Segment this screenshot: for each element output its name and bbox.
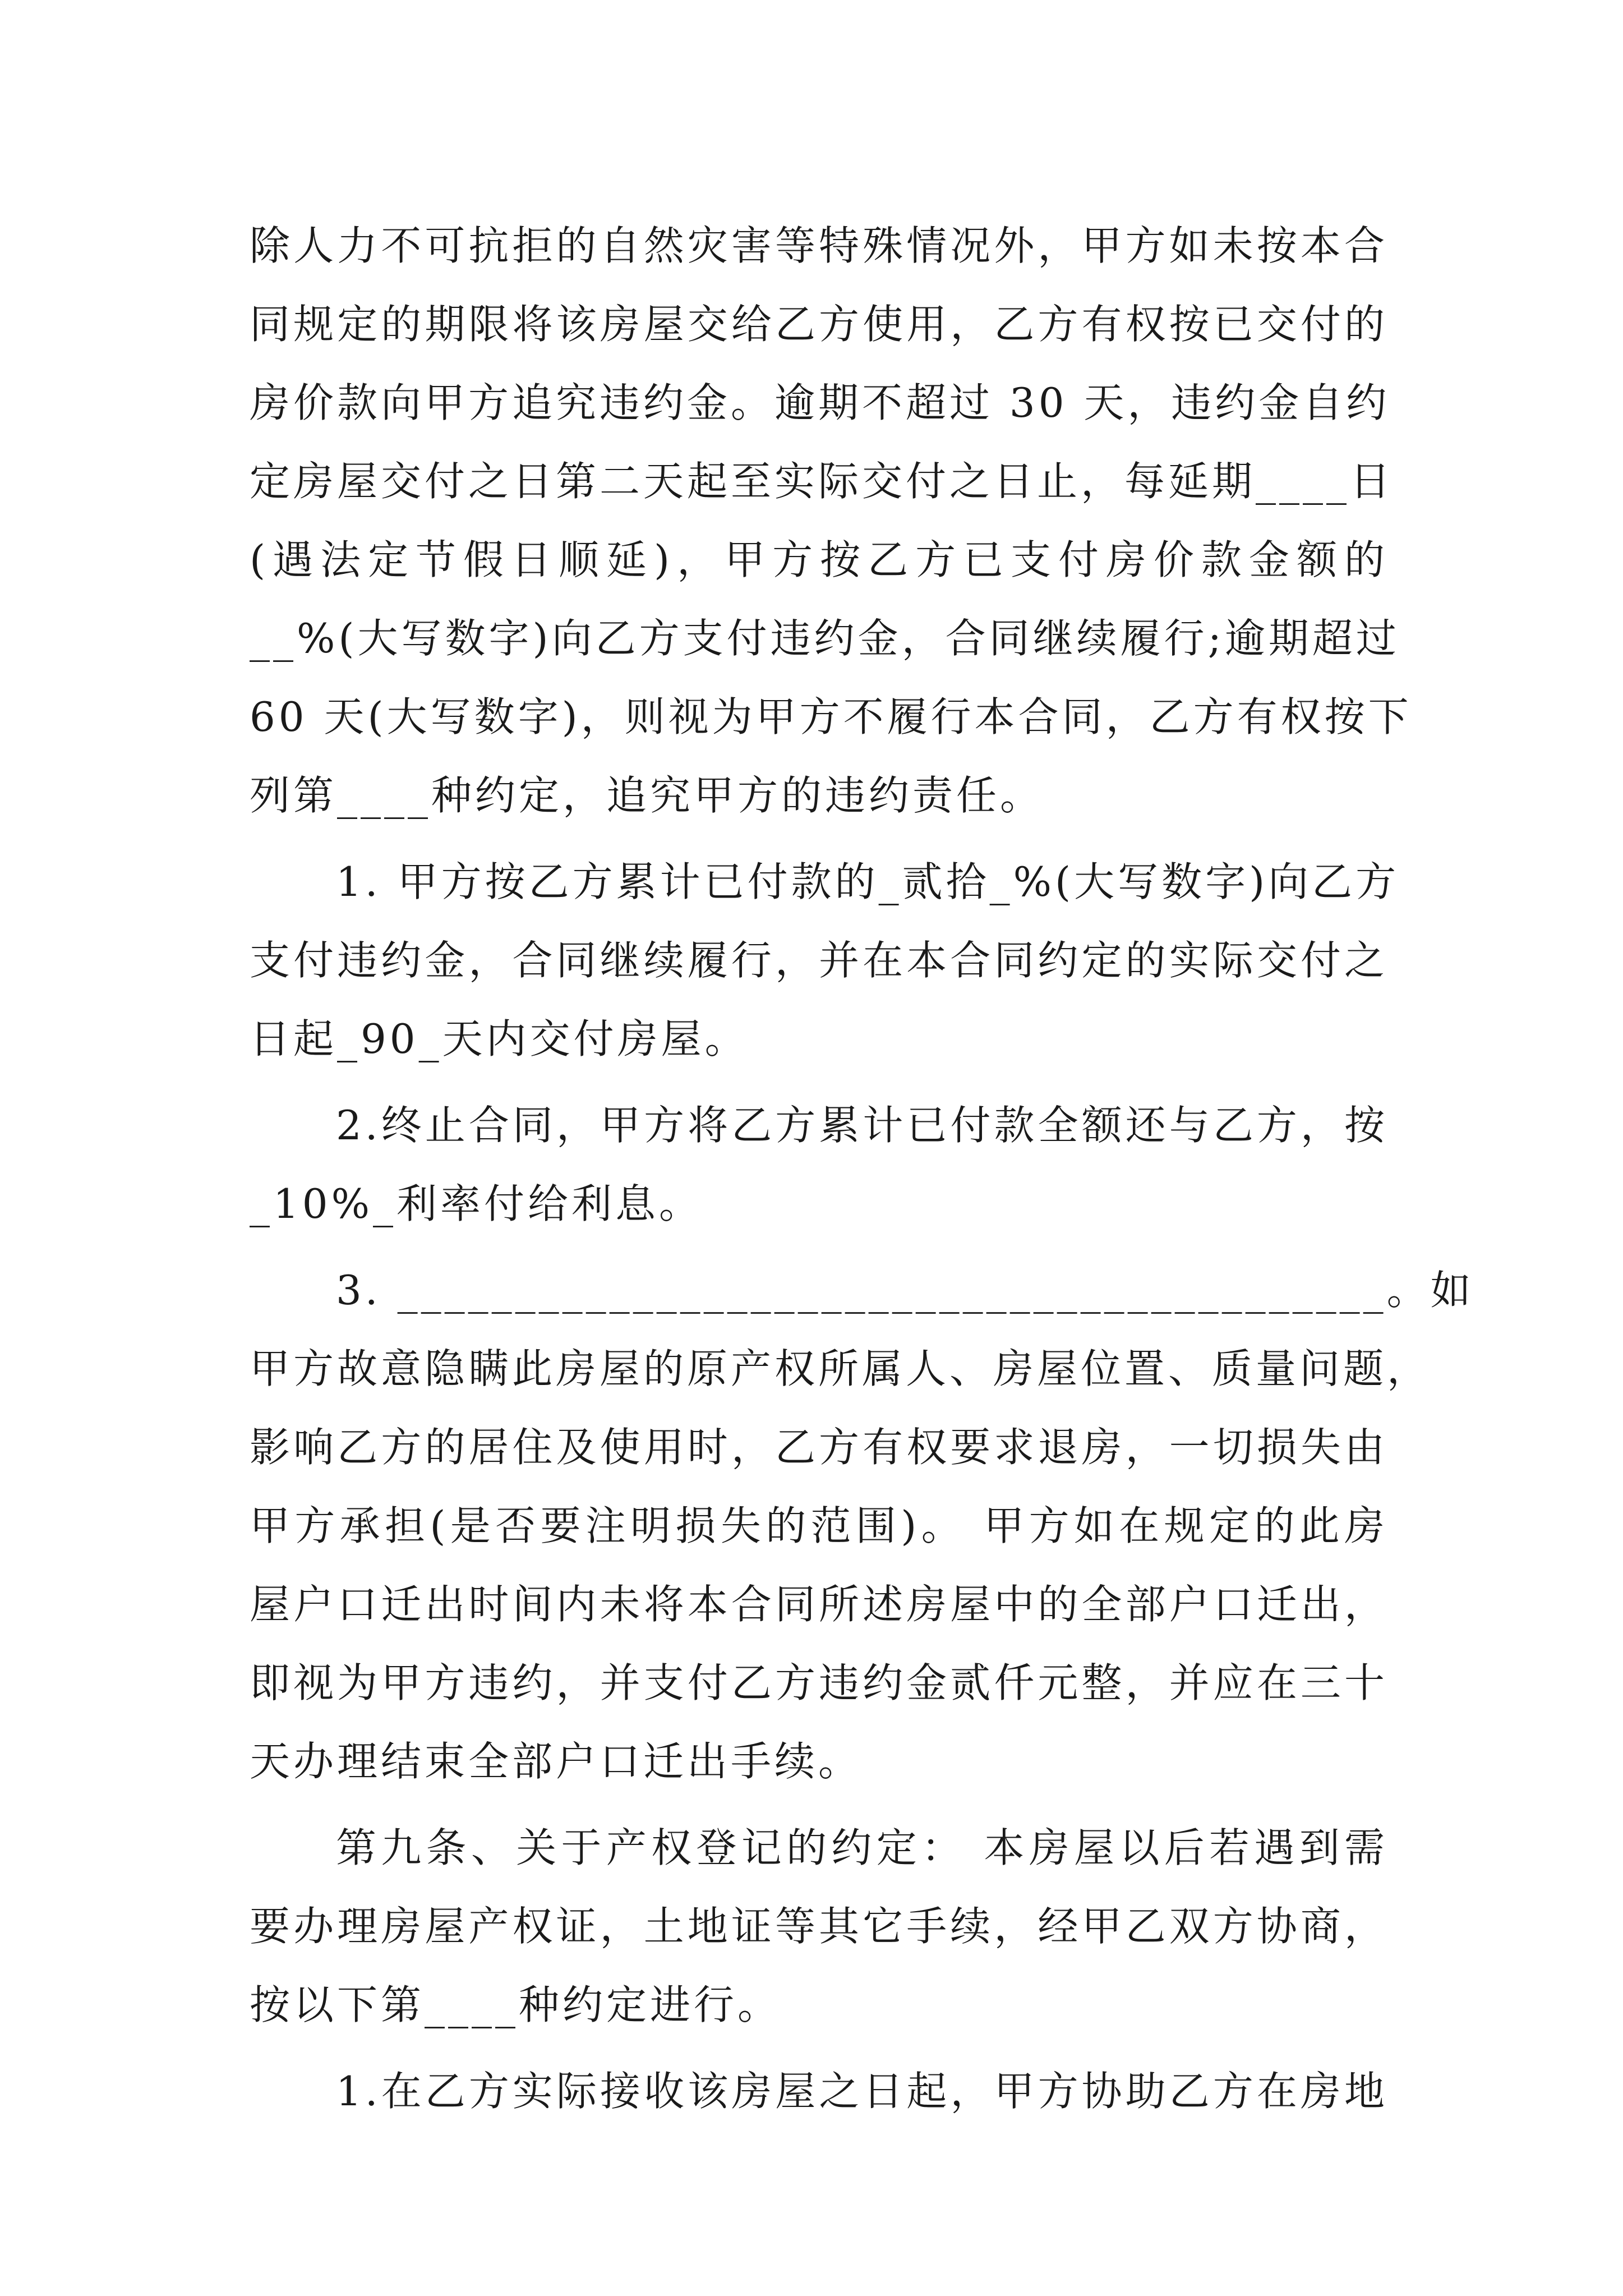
text-line: 1. 甲方按乙方累计已付款的_贰拾_%(大写数字)向乙方 [336,858,1400,905]
text-line: 2.终止合同，甲方将乙方累计已付款全额还与乙方，按 [336,1102,1388,1149]
paragraph-article-9-item-1 [250,2052,1388,2131]
text-line: 列第____种约定，追究甲方的违约责任。 [250,772,1044,819]
text-line: 要办理房屋产权证，土地证等其它手续，经甲乙双方协商， [250,1903,1388,1950]
text-line: 即视为甲方违约，并支付乙方违约金贰仟元整，并应在三十 [250,1659,1388,1706]
text-line: 甲方承担(是否要注明损失的范围)。 甲方如在规定的此房 [250,1502,1388,1549]
text-line: 影响乙方的居住及使用时，乙方有权要求退房，一切损失由 [250,1424,1388,1471]
text-line: 除人力不可抗拒的自然灾害等特殊情况外，甲方如未按本合 [250,222,1388,269]
text-line: 定房屋交付之日第二天起至实际交付之日止，每延期____日 [250,458,1394,505]
text-line: 第九条、关于产权登记的约定： 本房屋以后若遇到需 [336,1824,1388,1871]
text-line: 天办理结束全部户口迁出手续。 [250,1738,863,1785]
contract-text [250,206,1474,2131]
text-line: __%(大写数字)向乙方支付违约金，合同继续履行;逾期超过 [250,615,1400,662]
paragraph-article-9 [250,1809,1388,2044]
text-line: (遇法定节假日顺延)，甲方按乙方已支付房价款金额的 [250,536,1388,583]
text-line: 日起_90_天内交付房屋。 [250,1015,749,1062]
paragraph-breach-delivery [250,206,1412,835]
text-line: 屋户口迁出时间内未将本合同所述房屋中的全部户口迁出， [250,1581,1388,1628]
paragraph-option-1 [250,843,1400,1078]
text-line: 按以下第____种约定进行。 [250,1981,782,2028]
text-line: 60 天(大写数字)，则视为甲方不履行本合同，乙方有权按下 [250,693,1412,740]
text-line: _10%_利率付给利息。 [250,1180,703,1227]
text-line: 3. __________________________________________。如 [336,1267,1474,1314]
paragraph-option-2 [250,1086,1388,1243]
text-line: 房价款向甲方追究违约金。逾期不超过 30 天，违约金自约 [250,379,1390,426]
text-line: 甲方故意隐瞒此房屋的原产权所属人、房屋位置、质量问题， [250,1345,1431,1392]
text-line: 1.在乙方实际接收该房屋之日起，甲方协助乙方在房地 [336,2068,1388,2115]
paragraph-option-3 [250,1251,1474,1801]
text-line: 支付违约金，合同继续履行，并在本合同约定的实际交付之 [250,937,1388,984]
text-line: 同规定的期限将该房屋交给乙方使用，乙方有权按已交付的 [250,301,1388,348]
